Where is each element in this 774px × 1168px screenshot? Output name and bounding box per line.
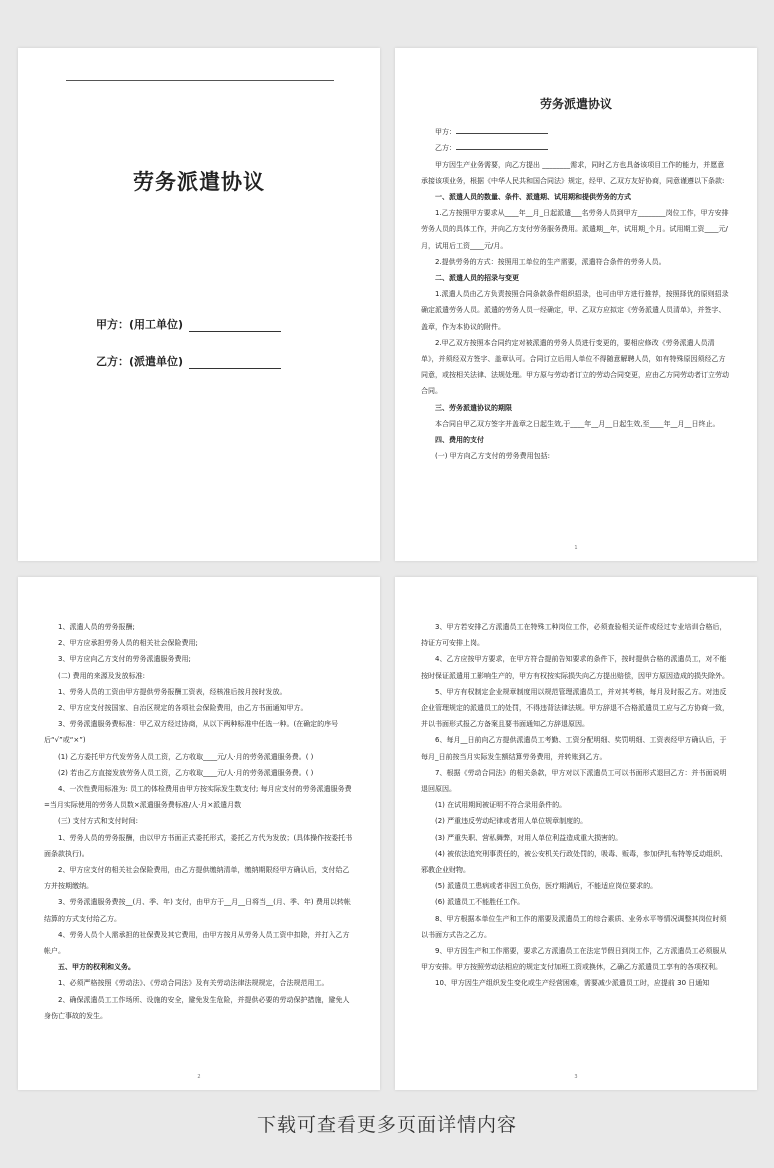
paragraph: (1) 乙方委托甲方代发劳务人员工资，乙方收取____元/人·月的劳务派遣服务费。( ) (58, 752, 314, 761)
cover-title: 劳务派遣协议 (133, 170, 265, 194)
section-heading: 五、甲方的权利和义务。 (58, 963, 135, 972)
paragraph: 2、甲方应支付按国家、自治区规定的各项社会保险费用，由乙方书面通知甲方。 (58, 704, 308, 713)
paragraph: 4、一次性费用标准为: 员工的体检费用由甲方按实际发生数支付; 每月应支付的劳务派遣服务费=当月实际使用的劳务人员数×派遣服务费标准/人·月×派遣月数 (44, 785, 352, 810)
party-b-line (421, 140, 731, 156)
document-page-1 (395, 48, 757, 561)
page-number: 2 (197, 1074, 201, 1080)
document-page-2 (18, 577, 380, 1090)
cover-page (18, 48, 380, 561)
paragraph: 2、甲方应承担劳务人员的相关社会保险费用; (58, 639, 198, 648)
party-a-blank (456, 125, 548, 134)
page-1-content (421, 48, 731, 464)
paragraph: 3、劳务派遣服务费按__(月、季、年) 支付，由甲方于__月__日将当__(月、季、年) 费用以转帐结算的方式支付给乙方。 (44, 898, 351, 923)
paragraph: 3、劳务派遣服务费标准：甲乙双方经过协商，从以下两种标准中任选一种。(在确定的序号后“√”或“×”) (44, 720, 339, 745)
paragraph: 1、劳务人员的工资由甲方提供劳务报酬工资表，经核准后按月按时发放。 (58, 687, 287, 696)
paragraph: 2.提供劳务的方式：按照用工单位的生产需要，派遣符合条件的劳务人员。 (435, 257, 666, 266)
cover-party-b-label: 乙方：(派遣单位) (96, 355, 184, 368)
paragraph: (三) 支付方式和支付时间: (58, 817, 139, 826)
cover-party-b-line (189, 357, 281, 369)
paragraph: 10、甲方因生产组织发生变化或生产经营困难，需要减少派遣员工时，应提前 30 日通知 (435, 979, 710, 988)
cover-party-b (96, 353, 281, 369)
paragraph: 1、派遣人员的劳务报酬; (58, 623, 135, 631)
paragraph: (6) 派遣员工不能胜任工作。 (435, 898, 525, 907)
page-number: 3 (574, 1074, 578, 1080)
party-b-label: 乙方： (435, 144, 456, 153)
paragraph: 3、甲方应向乙方支付的劳务派遣服务费用; (58, 655, 191, 664)
document-page-3 (395, 577, 757, 1090)
section-heading: 二、派遣人员的招录与变更 (435, 274, 519, 283)
page-3-paragraphs (421, 619, 731, 992)
party-b-blank (456, 141, 548, 150)
document-title: 劳务派遣协议 (539, 97, 612, 111)
download-more-caption[interactable]: 下载可查看更多页面详情内容 (256, 1114, 517, 1136)
paragraph: 5、甲方有权制定企业规章制度用以规范管理派遣员工，并对其考核，每月及时报乙方。对违反企业管理规定的派遣员工的处罚，不得违背法律法规。甲方辞退不合格派遣员工应与乙方协商一致，并以书面形式报乙方备案且要书面通知乙方辞退原因。 (421, 687, 729, 729)
cover-party-a-line (189, 320, 281, 332)
paragraph: (4) 被依法追究刑事责任的，被公安机关行政处罚的，吸毒、贩毒，参加伊扎布特等反动组织、邪教企业财物。 (421, 849, 728, 875)
paragraph: 1.派遣人员由乙方负责按照合同条款条件组织招录，也可由甲方进行推荐，按照择优的原则招录确定派遣劳务人员。派遣的劳务人员一经确定，甲、乙双方应拟定《劳务派遣人员清单》，并签字、盖章，作为本协议的附件。 (421, 290, 729, 331)
paragraph: 2.甲乙双方按照本合同约定对被派遣的劳务人员进行变更的，要相应修改《劳务派遣人员清单》，并须经双方签字、盖章认可。合同订立后用人单位不得随意解聘人员，如有特殊原因须经乙方同意，或按相关法律、法规处理。甲方原与劳动者订立的劳动合同变更，应由乙方同劳动者订立劳动合同。 (421, 338, 729, 396)
paragraph: 4、劳务人员个人需承担的社保费及其它费用，由甲方按月从劳务人员工资中扣除，并打入乙方帐户。 (44, 930, 350, 956)
paragraph: 9、甲方因生产和工作需要，要求乙方派遣员工在法定节假日到岗工作，乙方派遣员工必须服从甲方安排。甲方按照劳动法相应的规定支付加班工资或换休，乙确乙方派遣员工享有的各项权利。 (421, 947, 727, 972)
party-a-line (421, 124, 731, 140)
paragraph: 4、乙方应按甲方要求，在甲方符合提前告知要求的条件下，按时提供合格的派遣员工，对不能按时保证派遣用工影响生产的，甲方有权按实际损失向乙方提出赔偿，因甲方原因造成的损失除外。 (421, 655, 729, 680)
paragraph: 2、确保派遣员工工作场所、设施的安全，避免发生危险，并提供必要的劳动保护措施，避免人身伤亡事故的发生。 (44, 995, 350, 1020)
paragraph: (1) 在试用期间被证明不符合录用条件的。 (435, 801, 567, 810)
page-1-paragraphs (421, 157, 731, 465)
paragraph: (2) 严重违反劳动纪律或者用人单位规章制度的。 (435, 817, 588, 826)
paragraph: 1、劳务人员的劳务报酬，由以甲方书面正式委托形式，委托乙方代为发放；(具体操作按委托书面条款执行)。 (44, 833, 353, 858)
paragraph: 6、每月__日前向乙方提供派遣员工考勤、工资分配明细、奖罚明细、工资表经甲方确认后，于每月_日前按当月实际发生额结算劳务费用，并转账到乙方。 (421, 736, 727, 761)
cover-top-rule (66, 80, 334, 81)
paragraph: (一) 甲方向乙方支付的劳务费用包括: (435, 452, 551, 461)
section-heading: 三、劳务派遣协议的期限 (435, 403, 512, 412)
paragraph: 3、甲方若安排乙方派遣员工在特殊工种岗位工作，必须查验相关证件或经过专业培训合格后，持证方可安排上岗。 (421, 623, 727, 648)
paragraph: 甲方因生产业务需要，向乙方提出 ________需求，同时乙方也具备该项目工作的能力，并愿意承接该项业务，根据《中华人民共和国合同法》规定，经甲、乙双方友好协商，同意谨遵以下条款: (421, 160, 725, 185)
section-heading: 一、派遣人员的数量、条件、派遣期、试用期和提供劳务的方式 (435, 193, 631, 202)
paragraph: (3) 严重失职、营私舞弊，对用人单位利益造成重大损害的。 (435, 833, 623, 842)
paragraph: (2) 若由乙方直接发放劳务人员工资，乙方收取____元/人·月的劳务派遣服务费。( ) (58, 768, 314, 777)
paragraph: 2、甲方应支付的相关社会保险费用，由乙方提供缴纳清单，缴纳期限经甲方确认后，支付给乙方并按期缴纳。 (44, 866, 350, 891)
paragraph: (5) 派遣员工患病或者非因工负伤，医疗期满后，不能适应岗位要求的。 (435, 882, 658, 891)
page-number: 1 (574, 545, 578, 551)
paragraph: (二) 费用的来源及发放标准: (58, 671, 146, 680)
paragraph: 1.乙方按照甲方要求从____年__月_日起派遣___名劳务人员到甲方________岗位工作，甲方安排劳务人员的具体工作，并向乙方支付劳务服务费用。派遣期__年，试用期_个月。试用期工资____元/月，试用后工资____元/月。 (421, 209, 729, 250)
paragraph: 8、甲方根据本单位生产和工作的需要及派遣员工的综合素质、业务水平等情况调整其岗位时须以书面方式告之乙方。 (421, 914, 727, 939)
cover-party-a-label: 甲方：(用工单位) (96, 318, 184, 331)
page-2-paragraphs (44, 619, 354, 1024)
paragraph: 7、根据《劳动合同法》的相关条款，甲方对以下派遣员工可以书面形式退回乙方：并书面说明退回原因。 (421, 768, 727, 794)
paragraph: 本合同自甲乙双方签字并盖章之日起生效,于____年__月__日起生效,至____年__月__日终止。 (435, 419, 720, 428)
cover-party-a (96, 316, 281, 332)
paragraph: 1、必须严格按照《劳动法》、《劳动合同法》及有关劳动法律法规规定，合法规范用工。 (58, 979, 329, 988)
section-heading: 四、费用的支付 (435, 436, 484, 445)
party-a-label: 甲方： (435, 128, 456, 137)
